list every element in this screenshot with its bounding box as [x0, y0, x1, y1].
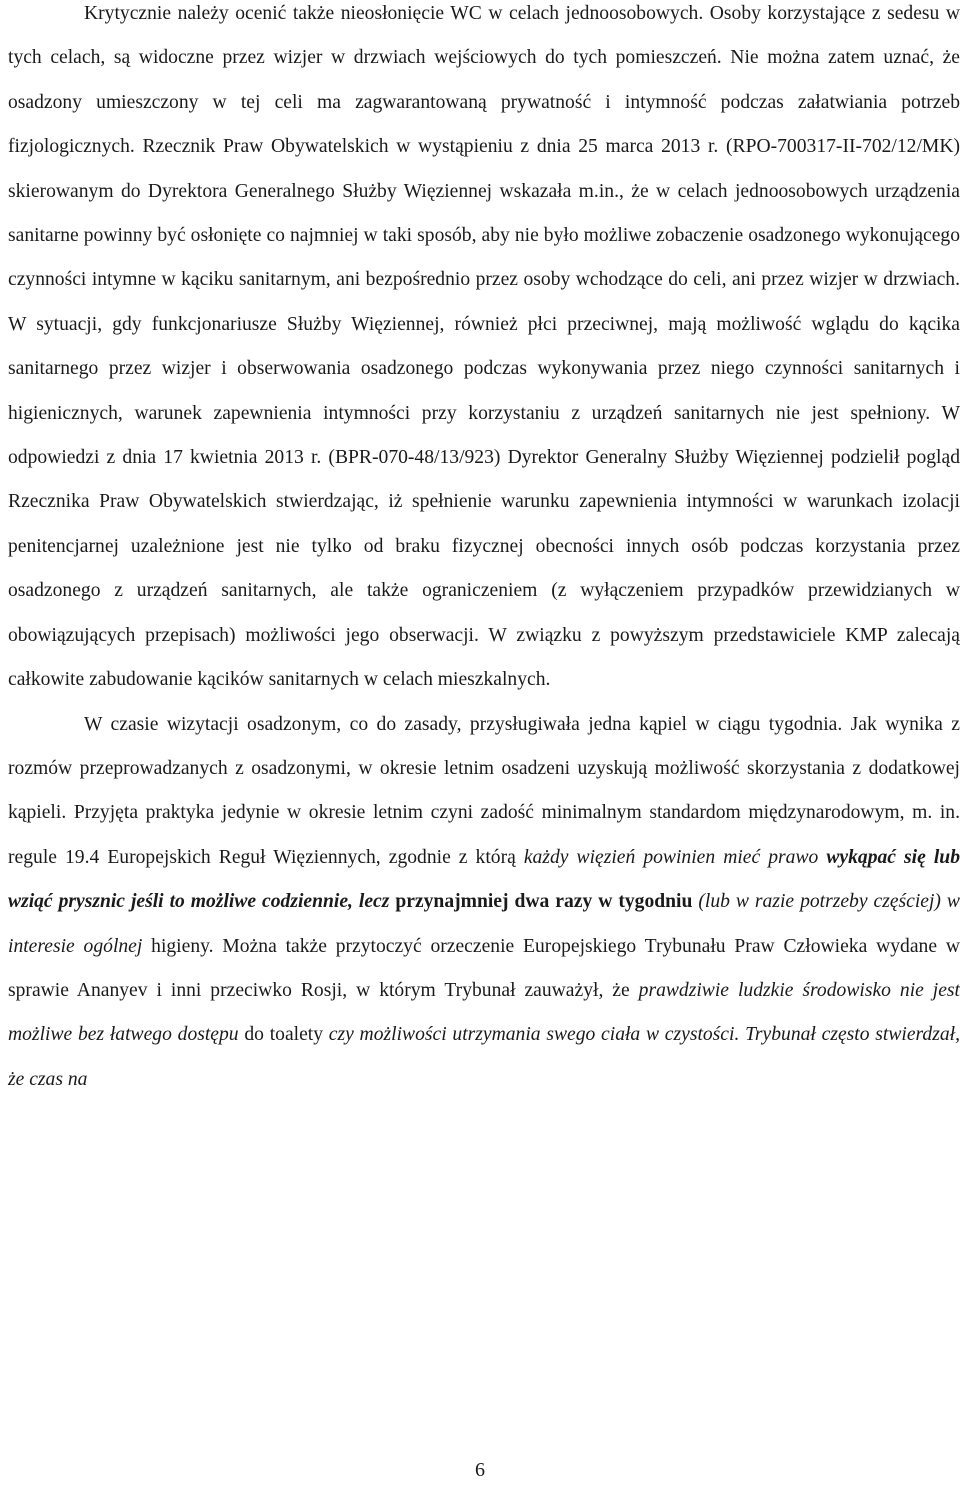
paragraph-2-run-3-bold-italic: wykąpać się lub wziąć prysznic jeśli to możliwe codziennie, lecz — [8, 846, 960, 913]
paragraph-2-run-9-italic: czy możliwości utrzymania swego ciała w czystości. Trybunał często stwierdzał, że czas na — [8, 1024, 960, 1090]
paragraph-2-run-1: W czasie wizytacji osadzonym, co do zasady, przysługiwała jedna kąpiel w ciągu tygodnia. Jak wynika z rozmów przeprowadzanych z osadzonymi, w okresie letnim osadzeni uzyskują możliwość skorzystania z dodatkowej kąpieli. Przyjęta praktyka jedynie w okresie letnim czyni zadość minimalnym standardom międzynarodowym, m. in. regule 19.4 Europejskich Reguł Więziennych, zgodnie z którą — [8, 713, 960, 868]
document-page — [8, 0, 960, 1485]
paragraph-2-run-4-bold: przynajmniej dwa razy w tygodniu — [395, 891, 693, 913]
paragraph-2-run-7-italic: prawdziwie ludzkie środowisko nie jest możliwe bez łatwego dostępu — [8, 979, 960, 1046]
paragraph-2 — [8, 703, 960, 1103]
paragraph-2-run-5-italic: (lub w razie potrzeby częściej) w interesie ogólnej — [8, 891, 960, 957]
paragraph-2-run-6: higieny. Można także przytoczyć orzeczenie Europejskiego Trybunału Praw Człowieka wydane w sprawie Ananyev i inni przeciwko Rosji, w którym Trybunał zauważył, że — [8, 935, 960, 1001]
page-number: 6 — [475, 1459, 485, 1481]
paragraph-2-run-2-italic: każdy więzień powinien mieć prawo — [523, 846, 827, 868]
paragraph-1-run-1: Krytycznie należy ocenić także nieosłonięcie WC w celach jednoosobowych. Osoby korzystające z sedesu w tych celach, są widoczne przez wizjer w drzwiach wejściowych do tych pomieszczeń. Nie można zatem uznać, że osadzony umieszczony w tej celi ma zagwarantowaną prywatność i intymność podczas załatwiania potrzeb fizjologicznych. Rzecznik Praw Obywatelskich w wystąpieniu z dnia 25 marca 2013 r. (RPO-700317-II-702/12/MK) skierowanym do Dyrektora Generalnego Służby Więziennej wskazała m.in., że w celach jednoosobowych urządzenia sanitarne powinny być osłonięte co najmniej w taki sposób, aby nie było możliwe zobaczenie osadzonego wykonującego czynności intymne w kąciku sanitarnym, ani bezpośrednio przez osoby wchodzące do celi, ani przez wizjer w drzwiach. W sytuacji, gdy funkcjonariusze Służby Więziennej, również płci przeciwnej, mają możliwość wglądu do kącika sanitarnego przez wizjer i obserwowania osadzonego podczas wykonywania przez niego czynności sanitarnych i higienicznych, warunek zapewnienia intymności przy korzystaniu z urządzeń sanitarnych nie jest spełniony. W odpowiedzi z dnia 17 kwietnia 2013 r. (BPR-070-48/13/923) Dyrektor Generalny Służby Więziennej podzielił pogląd Rzecznika Praw Obywatelskich stwierdzając, iż spełnienie warunku zapewnienia intymności w warunkach izolacji penitencjarnej uzależnione jest nie tylko od braku fizycznej obecności innych osób podczas korzystania przez osadzonego z urządzeń sanitarnych, ale także ograniczeniem (z wyłączeniem przypadków przewidzianych w obowiązujących przepisach) możliwości jego obserwacji. W związku z powyższym przedstawiciele KMP zalecają całkowite zabudowanie kącików sanitarnych w celach mieszkalnych. — [8, 3, 960, 691]
paragraph-2-run-8: do toalety — [244, 1024, 329, 1046]
paragraph-1 — [8, 0, 960, 703]
